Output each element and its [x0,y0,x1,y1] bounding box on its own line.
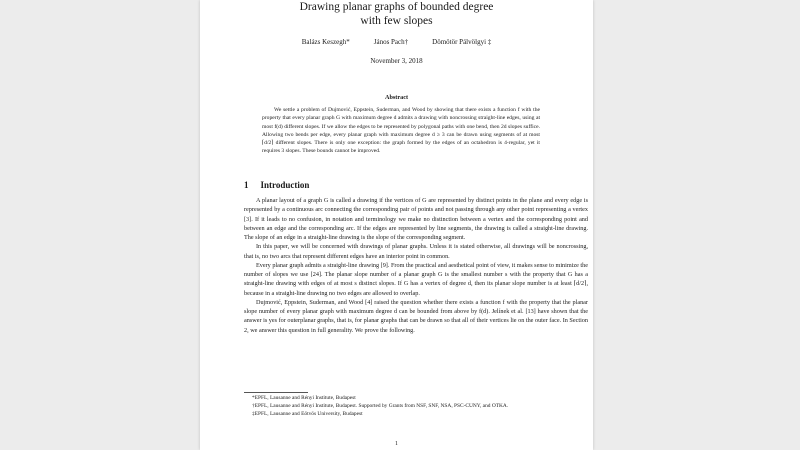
author-name: Dömötör Pálvölgyi ‡ [432,38,492,46]
section-title: Introduction [260,180,310,190]
abstract-heading: Abstract [384,94,409,101]
page-number: 1 [395,441,398,447]
section-body [244,196,588,335]
abstract-text: We settle a problem of Dujmović, Eppstein, Suderman, and Wood by showing that there exists a function f with the property that every planar graph G with maximum degree d admits a drawing with noncrossing straight-line edges, using at most f(d) different slopes. If we allow the edges to be represented by polygonal paths with one bend, then 2d slopes suffice. Allowing two bends per edge, every planar graph with maximum degree d ≥ 3 can be drawn using segments of at most ⌈d/2⌉ different slopes. There is only one exception: the graph formed by the edges of an octahedron is 4-regular, yet it requires 3 slopes. These bounds cannot be improved. [262,107,540,155]
title-line-2: with few slopes [360,15,433,27]
paper-title [200,0,593,28]
title-line-1: Drawing planar graphs of bounded degree [299,1,494,13]
author-name: Balázs Keszegh* [301,38,350,46]
body-paragraph: Dujmović, Eppstein, Suderman, and Wood [4] raised the question whether there exists a function f with the property that the planar slope number of every planar graph with maximum degree d can be bounded from above by f(d). Jelínek et al. [13] have shown that the answer is yes for outerplanar graphs, that is, for planar graphs that can be drawn so that all of their vertices lie on the outer face. In Section 2, we answer this question in full generality. We prove the following. [244,298,588,334]
body-paragraph: A planar layout of a graph G is called a drawing if the vertices of G are represented by distinct points in the plane and every edge is represented by a continuous arc connecting the corresponding pair of points and not passing through any other point representing a vertex [3]. If it leads to no confusion, in notation and terminology we make no distinction between a vertex and the corresponding point and between an edge and the corresponding arc. If the edges are represented by line segments, the drawing is called a straight-line drawing. The slope of an edge in a straight-line drawing is the slope of the corresponding segment. [244,197,588,241]
footnote: *EPFL, Lausanne and Rényi Institute, Budapest [252,395,356,401]
footnote-divider [244,392,308,393]
body-paragraph: In this paper, we will be concerned with drawings of planar graphs. Unless it is stated otherwise, all drawings will be noncrossing, that is, no two arcs that represent different edges have an interior point in common. [244,243,588,260]
footnote: ‡EPFL, Lausanne and Eötvös University, Budapest [252,411,363,418]
author-name: János Pach† [373,38,409,46]
paper-page [200,0,593,450]
footnotes [244,394,588,419]
section-heading [244,180,309,190]
body-paragraph: Every planar graph admits a straight-line drawing [9]. From the practical and aesthetical point of view, it makes sense to minimize the number of slopes we use [24]. The planar slope number of a planar graph G is the smallest number s with the property that G has a straight-line drawing with edges of at most s distinct slopes. If G has a vertex of degree d, then its planar slope number is at least ⌈d/2⌉, because in a straight-line drawing no two edges are allowed to overlap. [244,261,588,297]
section-number: 1 [244,180,249,190]
author-list [200,38,593,46]
paper-date: November 3, 2018 [370,57,423,65]
footnote: †EPFL, Lausanne and Rényi Institute, Budapest. Supported by Grants from NSF, SNF, NSA, PSC-CUNY, and OTKA. [252,403,509,410]
